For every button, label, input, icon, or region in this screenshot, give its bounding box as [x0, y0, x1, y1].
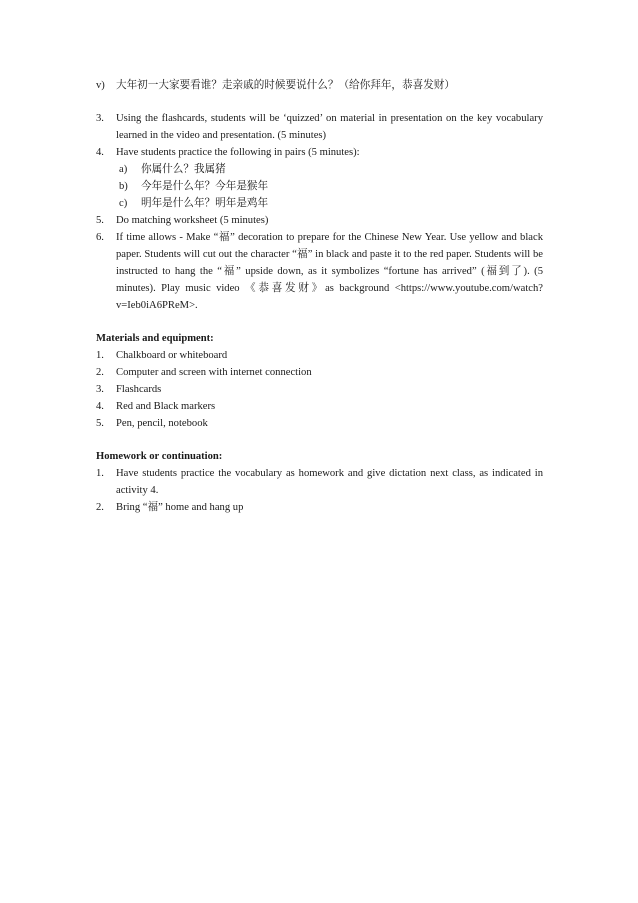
list-item-text: If time allows - Make “福” decoration to prepare for the Chinese New Year. Use yellow and black paper. Students will cut out the character “福” in black and paste it to the red paper. Students will be instructed to hang the “福” upside down, as it symbolizes “fortune has arrived” (福到了). (5 minutes). Play music video 《恭喜发财》as background <https://www.youtube.com/watch?v=Ieb0iA6PReM>.: [116, 232, 543, 311]
materials-heading: Materials and equipment:: [96, 333, 214, 344]
pair-item-c: [96, 195, 543, 212]
list-item-text: Have students practice the vocabulary as homework and give dictation next class, as indicated in activity 4.: [116, 468, 543, 496]
list-item-text: 大年初一大家要看谁？走亲戚的时候要说什么？（给你拜年，恭喜发财）: [116, 80, 455, 91]
materials-item: [96, 415, 543, 432]
list-marker: v): [96, 80, 105, 91]
list-item-text: Pen, pencil, notebook: [116, 418, 208, 429]
list-marker: b): [119, 181, 128, 192]
activity-item-5: [96, 212, 543, 229]
list-marker: 6.: [96, 232, 104, 243]
list-marker: a): [119, 164, 128, 175]
materials-item: [96, 364, 543, 381]
list-marker: 1.: [96, 350, 104, 361]
list-marker: 3.: [96, 113, 104, 124]
list-item-text: Chalkboard or whiteboard: [116, 350, 228, 361]
list-item-text: 你属什么？我属猪: [141, 164, 226, 175]
materials-item: [96, 381, 543, 398]
materials-item: [96, 347, 543, 364]
homework-item: [96, 499, 543, 516]
list-marker: 2.: [96, 502, 104, 513]
list-marker: 1.: [96, 468, 104, 479]
materials-item: [96, 398, 543, 415]
list-item-text: 明年是什么年？明年是鸡年: [141, 198, 269, 209]
list-marker: 3.: [96, 384, 104, 395]
list-marker: 2.: [96, 367, 104, 378]
list-marker: 4.: [96, 401, 104, 412]
list-marker: 5.: [96, 215, 104, 226]
pair-item-a: [96, 161, 543, 178]
list-item-text: Computer and screen with internet connection: [116, 367, 312, 378]
list-item-text: 今年是什么年？今年是猴年: [141, 181, 269, 192]
activity-item-3: [96, 110, 543, 144]
list-item-text: Bring “福” home and hang up: [116, 502, 244, 513]
list-marker: c): [119, 198, 128, 209]
list-item-text: Do matching worksheet (5 minutes): [116, 215, 269, 226]
list-marker: 4.: [96, 147, 104, 158]
list-marker: 5.: [96, 418, 104, 429]
list-item-v: [96, 77, 543, 94]
homework-heading: Homework or continuation:: [96, 451, 223, 462]
list-item-text: Have students practice the following in pairs (5 minutes):: [116, 147, 360, 158]
activity-item-6: [96, 229, 543, 314]
list-item-text: Red and Black markers: [116, 401, 216, 412]
lesson-plan-content: [96, 77, 543, 516]
list-item-text: Using the flashcards, students will be ‘quizzed’ on material in presentation on the key vocabulary learned in the video and presentation. (5 minutes): [116, 113, 543, 141]
pair-item-b: [96, 178, 543, 195]
activity-item-4: [96, 144, 543, 161]
homework-item: [96, 465, 543, 499]
list-item-text: Flashcards: [116, 384, 162, 395]
